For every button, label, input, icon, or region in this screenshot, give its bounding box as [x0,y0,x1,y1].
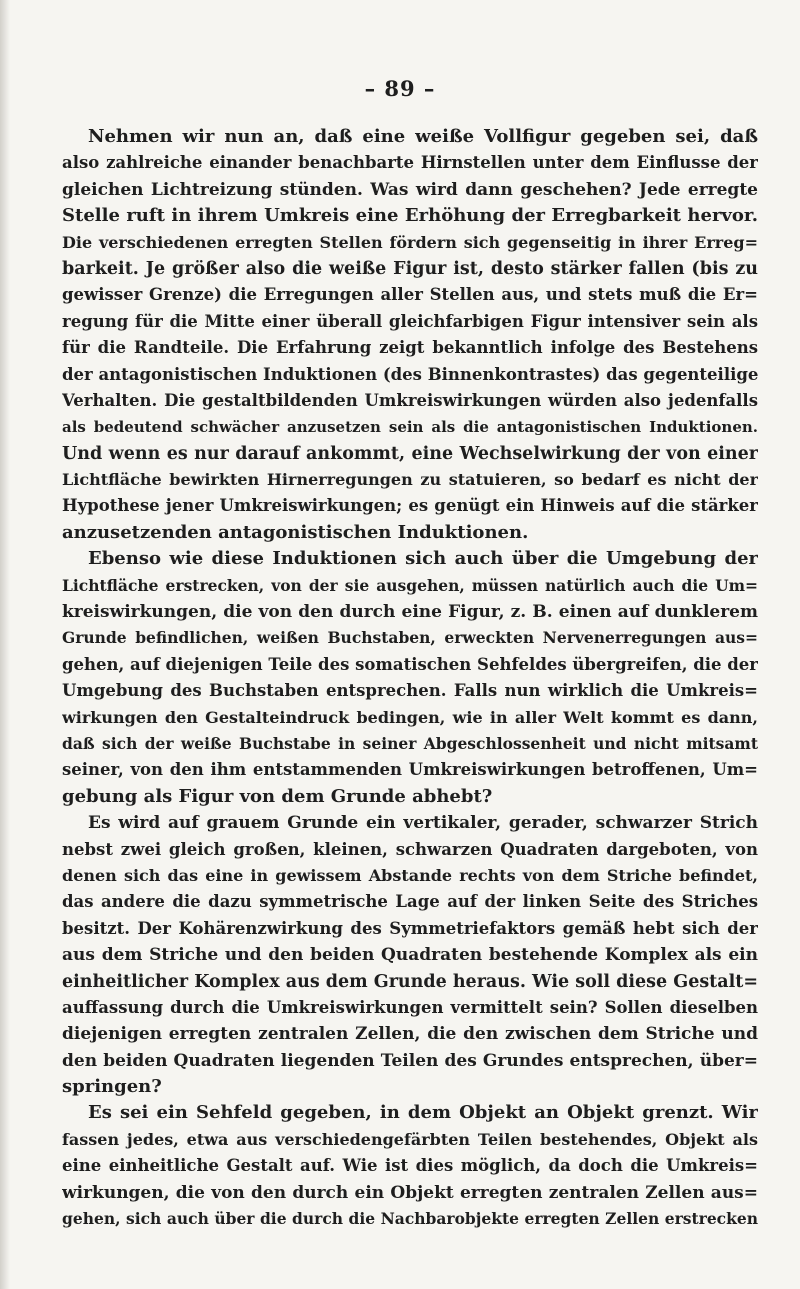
text-line: für die Randteile. Die Erfahrung zeigt bekanntlich infolge des Bestehens [62,338,758,358]
text-line: eine einheitliche Gestalt auf. Wie ist dies möglich, da doch die Umkreis= [62,1156,758,1176]
text-line: springen? [62,1076,162,1098]
text-line: das andere die dazu symmetrische Lage auf der linken Seite des Striches [62,892,758,912]
text-line: denen sich das eine in gewissem Abstande rechts von dem Striche befindet, [62,865,758,885]
text-line: fassen jedes, etwa aus verschiedengefärbten Teilen bestehendes, Objekt als [62,1129,758,1149]
text-line: anzusetzenden antagonistischen Induktionen. [62,521,529,543]
text-line: daß sich der weiße Buchstabe in seiner Abgeschlossenheit und nicht mitsamt [62,733,758,753]
text-line: nebst zwei gleich großen, kleinen, schwarzen Quadraten dargeboten, von [62,839,758,859]
text-line: Ebenso wie diese Induktionen sich auch über die Umgebung der [88,548,758,570]
text-line: gewisser Grenze) die Erregungen aller Stellen aus, und stets muß die Er= [62,285,758,305]
text-line: als bedeutend schwächer anzusetzen sein als die antagonistischen Induktionen. [62,418,758,437]
text-line: Hypothese jener Umkreiswirkungen; es genügt ein Hinweis auf die stärker [62,496,758,516]
text-line: wirkungen, die von den durch ein Objekt erregten zentralen Zellen aus= [62,1182,758,1203]
text-line: diejenigen erregten zentralen Zellen, die den zwischen dem Striche und [62,1024,758,1045]
text-line: Und wenn es nur darauf ankommt, eine Wechselwirkung der von einer [62,443,758,464]
text-line: Es wird auf grauem Grunde ein vertikaler, gerader, schwarzer Strich [88,813,758,834]
text-line: kreiswirkungen, die von den durch eine Figur, z. B. einen auf dunklerem [62,602,758,623]
text-line: auffassung durch die Umkreiswirkungen vermittelt sein? Sollen dieselben [62,997,758,1017]
page-number: – 89 – [364,76,436,101]
text-line: Lichtfläche erstrecken, von der sie ausgehen, müssen natürlich auch die Um= [62,575,758,595]
text-line: gleichen Lichtreizung stünden. Was wird dann geschehen? Jede erregte [62,179,758,200]
text-line: Umgebung des Buchstaben entsprechen. Falls nun wirklich die Umkreis= [62,681,758,701]
text-line: Nehmen wir nun an, daß eine weiße Vollfigur gegeben sei, daß [88,126,758,147]
text-line: Grunde befindlichen, weißen Buchstaben, erweckten Nervenerregungen aus= [62,628,758,648]
text-line: aus dem Striche und den beiden Quadraten bestehende Komplex als ein [62,945,758,966]
body-text [62,124,758,1232]
text-line: besitzt. Der Kohärenzwirkung des Symmetriefaktors gemäß hebt sich der [62,918,758,938]
text-line: seiner, von den ihm entstammenden Umkreiswirkungen betroffenen, Um= [62,760,758,780]
text-line: wirkungen den Gestalteindruck bedingen, wie in aller Welt kommt es dann, [62,707,758,727]
text-line: Es sei ein Sehfeld gegeben, in dem Objekt an Objekt grenzt. Wir [88,1102,758,1124]
text-line: einheitlicher Komplex aus dem Grunde heraus. Wie soll diese Gestalt= [62,971,758,992]
text-line: der antagonistischen Induktionen (des Binnenkontrastes) das gegenteilige [62,364,758,384]
text-line: gehen, sich auch über die durch die Nachbarobjekte erregten Zellen erstrecken [62,1209,758,1229]
text-line: regung für die Mitte einer überall gleichfarbigen Figur intensiver sein als [62,311,758,331]
text-line: Die verschiedenen erregten Stellen fördern sich gegenseitig in ihrer Erreg= [62,232,758,252]
text-line: barkeit. Je größer also die weiße Figur ist, desto stärker fallen (bis zu [62,258,758,279]
text-line: gehen, auf diejenigen Teile des somatischen Sehfeldes übergreifen, die der [62,654,758,674]
text-line: Stelle ruft in ihrem Umkreis eine Erhöhung der Erregbarkeit hervor. [62,205,758,227]
text-line: Lichtfläche bewirkten Hirnerregungen zu statuieren, so bedarf es nicht der [62,470,758,490]
text-line: gebung als Figur von dem Grunde abhebt? [62,785,493,807]
text-line: also zahlreiche einander benachbarte Hirnstellen unter dem Einflusse der [62,153,758,173]
page-edge [0,0,10,1289]
text-line: den beiden Quadraten liegenden Teilen des Grundes entsprechen, über= [62,1050,758,1071]
text-line: Verhalten. Die gestaltbildenden Umkreiswirkungen würden also jedenfalls [62,390,758,410]
